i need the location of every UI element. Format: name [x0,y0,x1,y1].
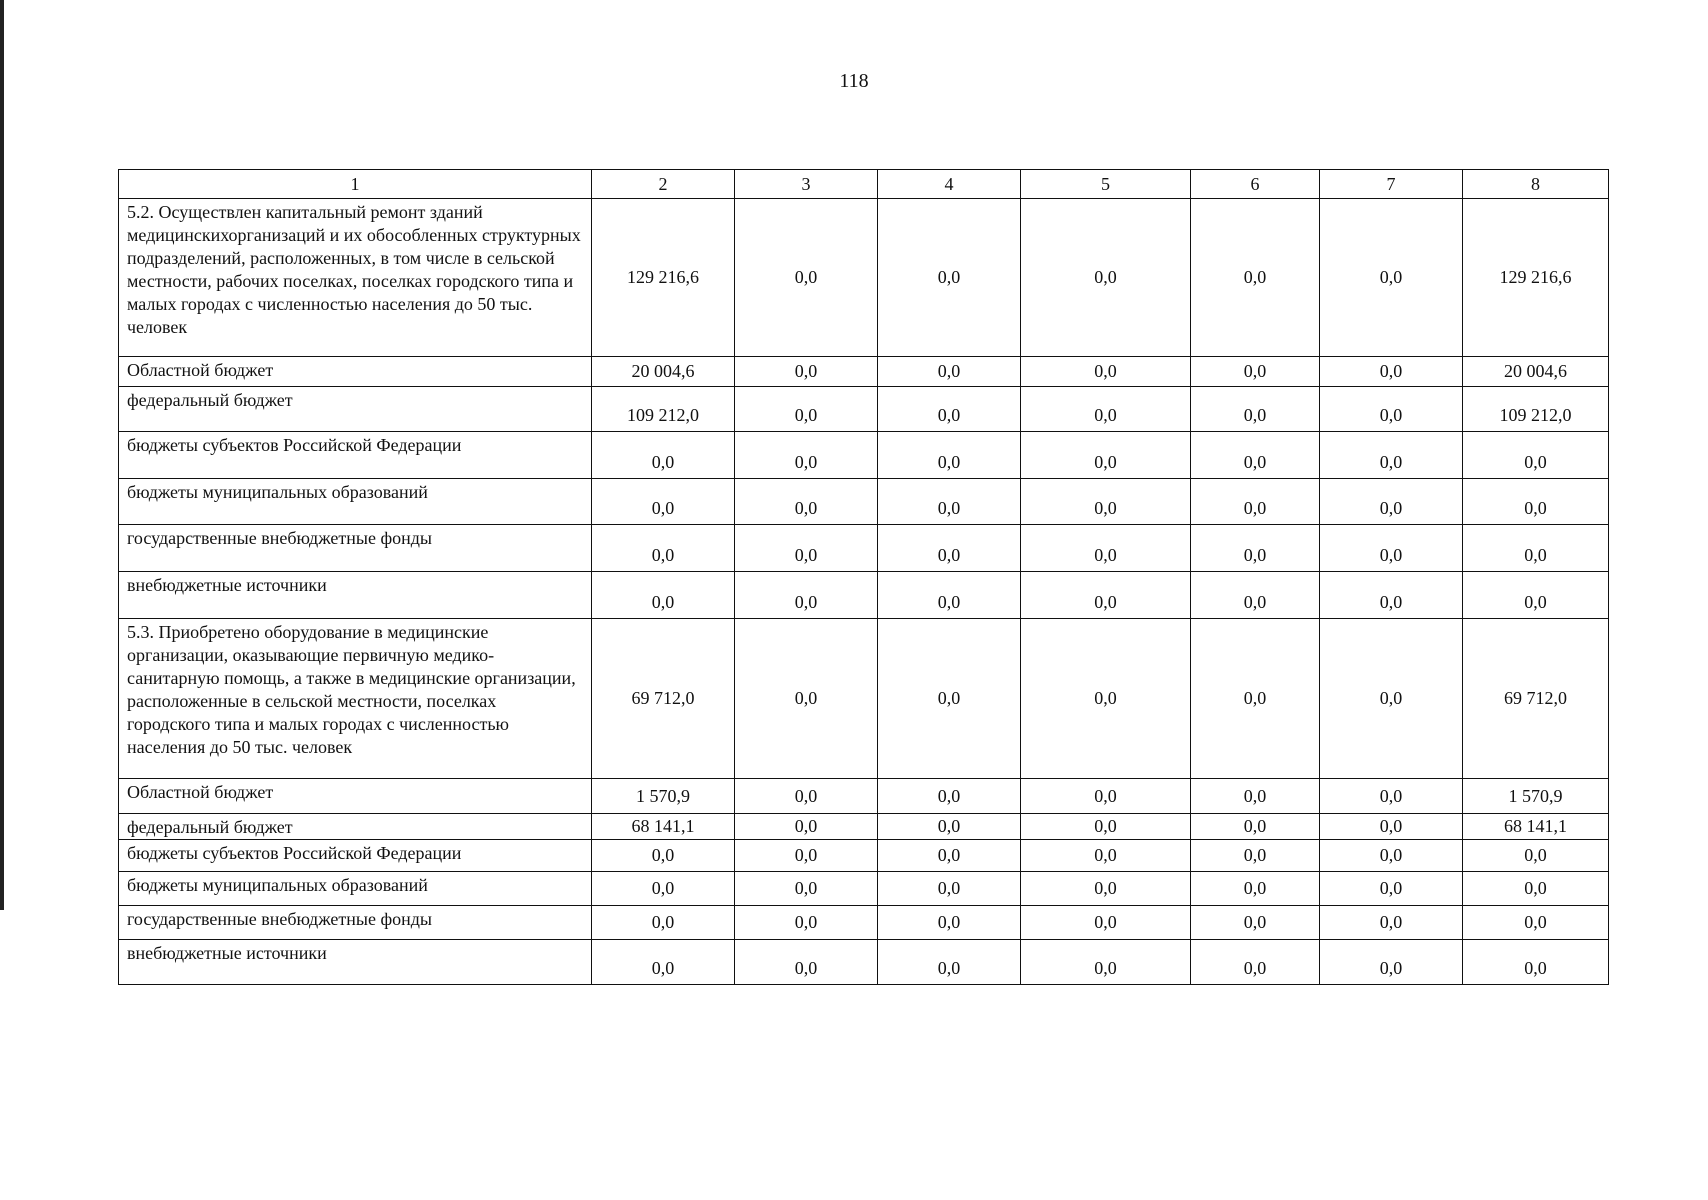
value-cell: 0,0 [592,872,735,906]
value-cell: 0,0 [1320,906,1463,940]
value-cell: 0,0 [878,906,1021,940]
value-cell: 0,0 [1463,940,1609,985]
row-label: бюджеты субъектов Российской Федерации [119,432,592,479]
value-cell: 0,0 [735,940,878,985]
value-cell: 0,0 [1463,872,1609,906]
table-row [119,199,1609,357]
value-cell: 0,0 [1021,814,1191,840]
value-cell: 0,0 [1021,199,1191,357]
value-cell: 0,0 [1021,906,1191,940]
value-cell: 0,0 [1320,432,1463,479]
value-cell: 0,0 [735,199,878,357]
value-cell: 0,0 [1191,840,1320,872]
value-cell: 0,0 [1191,572,1320,619]
value-cell: 0,0 [878,814,1021,840]
value-cell: 68 141,1 [592,814,735,840]
value-cell: 0,0 [592,840,735,872]
table-row [119,840,1609,872]
value-cell: 0,0 [1021,387,1191,432]
value-cell: 0,0 [878,387,1021,432]
value-cell: 0,0 [1191,779,1320,814]
value-cell: 0,0 [1021,572,1191,619]
value-cell: 0,0 [592,906,735,940]
value-cell: 0,0 [1021,432,1191,479]
value-cell: 0,0 [1191,357,1320,387]
value-cell: 0,0 [1463,525,1609,572]
value-cell: 0,0 [1021,619,1191,779]
column-header: 7 [1320,170,1463,199]
value-cell: 0,0 [1191,906,1320,940]
budget-table [118,169,1609,985]
value-cell: 0,0 [1191,872,1320,906]
column-header: 3 [735,170,878,199]
value-cell: 0,0 [1320,357,1463,387]
scan-edge [0,0,4,910]
value-cell: 0,0 [1191,940,1320,985]
table-row [119,357,1609,387]
value-cell: 0,0 [735,479,878,525]
table-row [119,432,1609,479]
value-cell: 0,0 [1191,432,1320,479]
value-cell: 0,0 [592,940,735,985]
value-cell: 0,0 [592,525,735,572]
value-cell: 0,0 [735,525,878,572]
row-label: государственные внебюджетные фонды [119,525,592,572]
value-cell: 0,0 [1191,479,1320,525]
value-cell: 0,0 [1191,814,1320,840]
value-cell: 0,0 [735,572,878,619]
value-cell: 0,0 [878,840,1021,872]
table-row [119,387,1609,432]
value-cell: 0,0 [878,619,1021,779]
table-row [119,525,1609,572]
value-cell: 20 004,6 [592,357,735,387]
value-cell: 0,0 [1320,479,1463,525]
value-cell: 0,0 [1320,872,1463,906]
value-cell: 0,0 [1021,479,1191,525]
value-cell: 0,0 [1021,779,1191,814]
value-cell: 0,0 [1463,432,1609,479]
value-cell: 0,0 [592,432,735,479]
value-cell: 0,0 [878,357,1021,387]
value-cell: 69 712,0 [592,619,735,779]
row-label: бюджеты муниципальных образований [119,479,592,525]
value-cell: 0,0 [1463,840,1609,872]
table-row [119,479,1609,525]
value-cell: 0,0 [735,906,878,940]
value-cell: 0,0 [1463,906,1609,940]
value-cell: 109 212,0 [1463,387,1609,432]
value-cell: 0,0 [735,619,878,779]
value-cell: 0,0 [592,479,735,525]
row-label: 5.2. Осуществлен капитальный ремонт зданий медицинскихорганизаций и их обособленных структурных подразделений, расположенных, в том числе в сельской местности, рабочих поселках, поселках городского типа и малых городах с численностью населения до 50 тыс. человек [119,199,592,357]
table-row [119,619,1609,779]
value-cell: 0,0 [735,840,878,872]
value-cell: 0,0 [592,572,735,619]
header-row [119,170,1609,199]
value-cell: 0,0 [1021,525,1191,572]
value-cell: 0,0 [1021,872,1191,906]
value-cell: 0,0 [1320,779,1463,814]
value-cell: 0,0 [1320,940,1463,985]
row-label: внебюджетные источники [119,940,592,985]
row-label: федеральный бюджет [119,387,592,432]
value-cell: 0,0 [1021,357,1191,387]
value-cell: 0,0 [1320,199,1463,357]
value-cell: 1 570,9 [1463,779,1609,814]
value-cell: 0,0 [878,940,1021,985]
value-cell: 0,0 [1463,479,1609,525]
value-cell: 69 712,0 [1463,619,1609,779]
value-cell: 0,0 [1191,619,1320,779]
table-row [119,814,1609,840]
value-cell: 0,0 [1463,572,1609,619]
row-label: бюджеты субъектов Российской Федерации [119,840,592,872]
value-cell: 0,0 [735,779,878,814]
value-cell: 1 570,9 [592,779,735,814]
value-cell: 0,0 [878,525,1021,572]
value-cell: 0,0 [1320,840,1463,872]
table-row [119,940,1609,985]
table-body [119,170,1609,985]
value-cell: 0,0 [878,432,1021,479]
table-row [119,906,1609,940]
value-cell: 0,0 [1191,525,1320,572]
column-header: 8 [1463,170,1609,199]
value-cell: 0,0 [735,814,878,840]
value-cell: 0,0 [878,479,1021,525]
column-header: 2 [592,170,735,199]
value-cell: 129 216,6 [1463,199,1609,357]
row-label: федеральный бюджет [119,814,592,840]
value-cell: 0,0 [735,387,878,432]
value-cell: 0,0 [735,432,878,479]
value-cell: 0,0 [735,357,878,387]
column-header: 6 [1191,170,1320,199]
value-cell: 0,0 [878,572,1021,619]
column-header: 4 [878,170,1021,199]
value-cell: 0,0 [1021,840,1191,872]
row-label: государственные внебюджетные фонды [119,906,592,940]
value-cell: 0,0 [878,872,1021,906]
value-cell: 0,0 [878,779,1021,814]
value-cell: 0,0 [1191,387,1320,432]
page-number: 118 [839,70,869,92]
column-header: 1 [119,170,592,199]
value-cell: 0,0 [1320,619,1463,779]
value-cell: 0,0 [1320,387,1463,432]
value-cell: 0,0 [1320,814,1463,840]
row-label: бюджеты муниципальных образований [119,872,592,906]
value-cell: 0,0 [1320,572,1463,619]
value-cell: 109 212,0 [592,387,735,432]
column-header: 5 [1021,170,1191,199]
value-cell: 68 141,1 [1463,814,1609,840]
value-cell: 0,0 [1021,940,1191,985]
value-cell: 20 004,6 [1463,357,1609,387]
row-label: Областной бюджет [119,779,592,814]
table-row [119,572,1609,619]
value-cell: 129 216,6 [592,199,735,357]
value-cell: 0,0 [1320,525,1463,572]
row-label: Областной бюджет [119,357,592,387]
value-cell: 0,0 [1191,199,1320,357]
value-cell: 0,0 [735,872,878,906]
row-label: внебюджетные источники [119,572,592,619]
row-label: 5.3. Приобретено оборудование в медицинские организации, оказывающие первичную медико-санитарную помощь, а также в медицинские организации, расположенные в сельской местности, поселках городского типа и малых городах с численностью населения до 50 тыс. человек [119,619,592,779]
value-cell: 0,0 [878,199,1021,357]
table-row [119,872,1609,906]
table-row [119,779,1609,814]
